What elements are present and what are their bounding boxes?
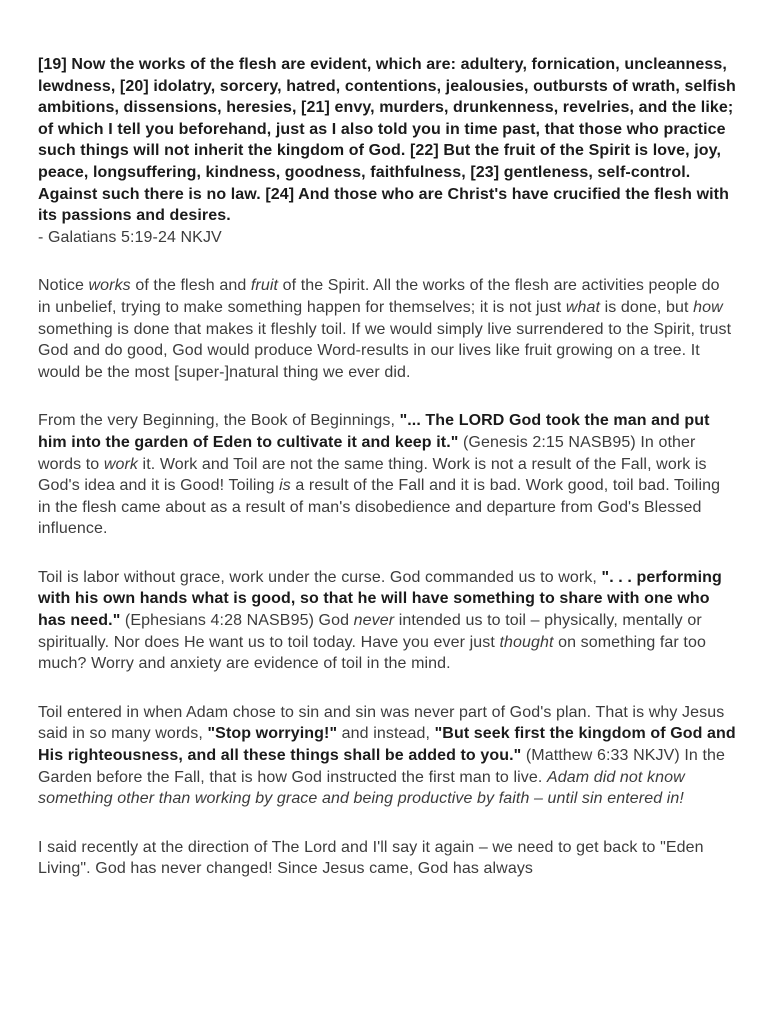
text-run-italic: what (565, 298, 601, 316)
text-run-regular: something is done that makes it fleshly toil. If we would simply live surrendered to the Spirit, trust God and do good, God would produce Word-results in our lives like fruit growing on a tree. It would be the most [super-]natural thing we ever did. (38, 320, 732, 381)
paragraph-toil-entered-in (38, 702, 736, 810)
text-run-regular: - Galatians 5:19-24 NKJV (38, 228, 222, 246)
text-run-regular: Toil is labor without grace, work under the curse. God commanded us to work, (38, 568, 602, 586)
document-body (38, 54, 736, 880)
paragraph-garden-of-eden (38, 410, 736, 540)
text-run-regular: From the very Beginning, the Book of Beginnings, (38, 412, 400, 430)
text-run-italic: never (353, 612, 395, 630)
text-run-regular: (Ephesians 4:28 NASB95) God (120, 612, 354, 630)
text-run-regular: (Genesis 2:15 NASB95) In other words to (38, 433, 696, 473)
text-run-regular: and instead, (337, 725, 435, 743)
text-run-regular: Toil entered in when Adam chose to sin and sin was never part of God's plan. That is why Jesus said in so many words, (38, 703, 725, 743)
text-run-regular: on something far too much? Worry and anxiety are evidence of toil in the mind. (38, 633, 706, 673)
text-run-regular: (Matthew 6:33 NKJV) In the Garden before the Fall, that is how God instructed the first man to live. (38, 747, 725, 786)
text-run-bold: "But seek first the kingdom of God and His righteousness, and all these things shall be added to you." (38, 725, 736, 765)
text-run-bold: "Stop worrying!" (207, 725, 338, 743)
text-run-italic: is (279, 477, 291, 495)
scripture-quote-galatians (38, 54, 736, 248)
paragraph-toil-without-grace (38, 567, 736, 675)
text-run-regular: it. Work and Toil are not the same thing. Work is not a result of the Fall, work is God's idea and it is Good! Toiling (38, 455, 707, 495)
text-run-italic: how (693, 298, 723, 316)
text-run-italic: Adam did not know something other than working by grace and being productive by faith – until sin entered in! (38, 768, 685, 808)
text-run-regular: of the flesh and (130, 277, 251, 295)
text-run-bold: "... The LORD God took the man and put him into the garden of Eden to cultivate it and keep it." (38, 412, 710, 451)
paragraph-works-vs-fruit (38, 275, 736, 383)
text-run-bold: [19] Now the works of the flesh are evident, which are: adultery, fornication, uncleanness, lewdness, [20] idolatry, sorcery, hatred, contentions, jealousies, outbursts of wrath, selfish ambitions, dissensions, heresies, [21] envy, murders, drunkenness, revelries, and the like; of which I tell you beforehand, just as I also told you in time past, that those who practice such things will not inherit the kingdom of God. [22] But the fruit of the Spirit is love, joy, peace, longsuffering, kindness, goodness, faithfulness, [23] gentleness, self-control. Against such there is no law. [24] And those who are Christ's have crucified the flesh with its passions and desires. (38, 56, 736, 225)
text-run-italic: fruit (250, 277, 279, 295)
paragraph-eden-living (38, 837, 736, 880)
text-run-bold: ". . . performing with his own hands what is good, so that he will have something to share with one who has need." (38, 568, 722, 630)
text-run-italic: works (88, 277, 131, 295)
text-run-regular: intended us to toil – physically, mentally or spiritually. Nor does He want us to toil today. Have you ever just (38, 612, 702, 651)
text-run-italic: thought (499, 633, 554, 651)
text-run-italic: work (103, 455, 139, 473)
text-run-regular: is done, but (600, 298, 694, 316)
text-run-regular: Notice (38, 277, 89, 295)
text-run-regular: of the Spirit. All the works of the flesh are activities people do in unbelief, trying to make something happen for themselves; it is not just (38, 277, 720, 316)
text-run-regular: a result of the Fall and it is bad. Work good, toil bad. Toiling in the flesh came about as a result of man's disobedience and departure from God's Blessed influence. (38, 477, 721, 538)
text-run-regular: I said recently at the direction of The Lord and I'll say it again – we need to get back to "Eden Living". God has never changed! Since Jesus came, God has always (38, 838, 704, 878)
